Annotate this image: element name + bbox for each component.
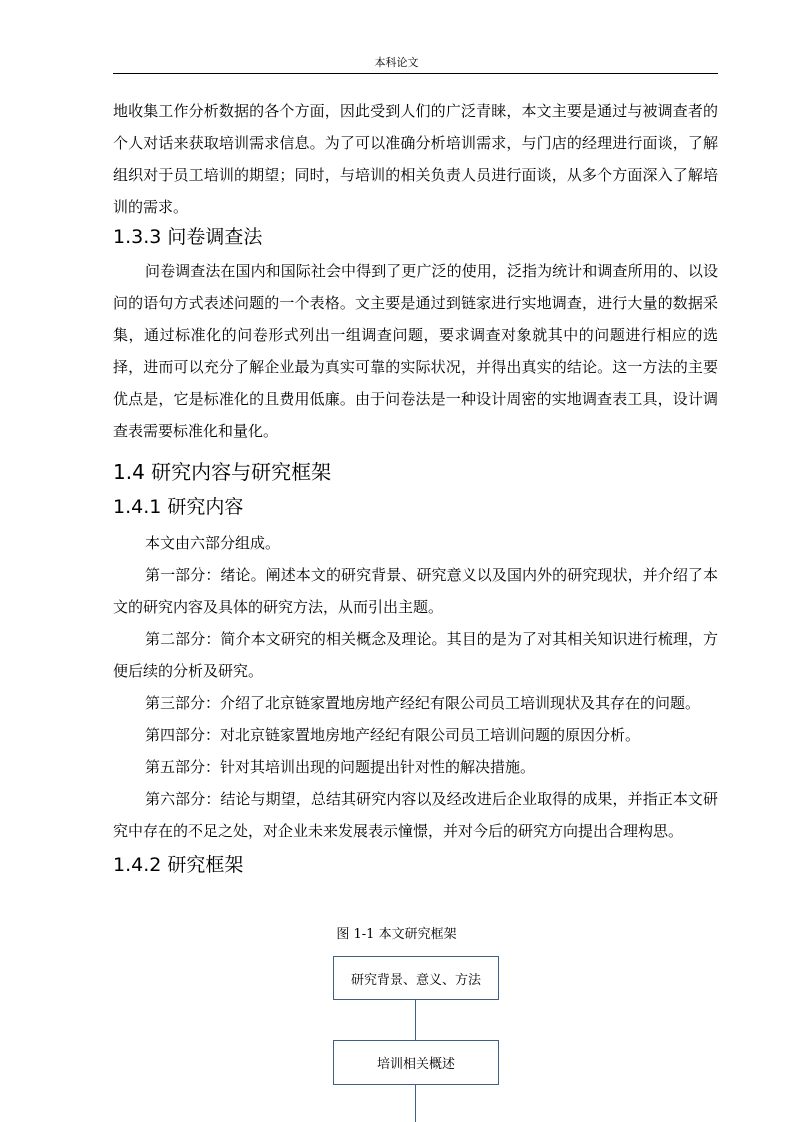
- flow-box-label: 培训相关概述: [376, 1057, 455, 1072]
- paragraph-intro: 地收集工作分析数据的各个方面，因此受到人们的广泛青睐，本文主要是通过与被调查者的个人对话来获取培训需求信息。为了可以准确分析培训需求，与门店的经理进行面谈，了解组织对于员工培训的期望；同时，与培训的相关负责人员进行面谈，从多个方面深入了解培训的需求。: [113, 102, 718, 216]
- paragraph-part-5: 第五部分：针对其培训出现的问题提出针对性的解决措施。: [145, 758, 536, 776]
- paragraph-overview: 本文由六部分组成。: [145, 534, 281, 552]
- paragraph-part-4: 第四部分：对北京链家置地房地产经纪有限公司员工培训问题的原因分析。: [145, 726, 641, 744]
- heading-1-4-2: 1.4.2 研究框架: [113, 854, 244, 876]
- paragraph-part-2: 第二部分：简介本文研究的相关概念及理论。其目的是为了对其相关知识进行梳理，方便后续的分析及研究。: [113, 630, 718, 680]
- figure-caption: 图 1-1 本文研究框架: [336, 927, 457, 942]
- flow-box-training-overview: [333, 1040, 499, 1085]
- flow-connector: [415, 999, 416, 1040]
- running-header: 本科论文: [374, 56, 419, 69]
- page-body: [113, 95, 718, 885]
- heading-1-3-3: 1.3.3 问卷调查法: [113, 226, 263, 248]
- header-rule: [113, 73, 718, 74]
- paragraph-part-3: 第三部分：介绍了北京链家置地房地产经纪有限公司员工培训现状及其存在的问题。: [145, 694, 701, 712]
- heading-1-4: 1.4 研究内容与研究框架: [113, 460, 332, 484]
- paragraph-part-1: 第一部分：绪论。阐述本文的研究背景、研究意义以及国内外的研究现状，并介绍了本文的研究内容及具体的研究方法，从而引出主题。: [113, 566, 718, 616]
- flow-box-research-background: [333, 956, 499, 1000]
- paragraph-questionnaire: 问卷调查法在国内和国际社会中得到了更广泛的使用，泛指为统计和调查所用的、以设问的语句方式表述问题的一个表格。文主要是通过到链家进行实地调查，进行大量的数据采集，通过标准化的问卷形式列出一组调查问题，要求调查对象就其中的问题进行相应的选择，进而可以充分了解企业最为真实可靠的实际状况，并得出真实的结论。这一方法的主要优点是，它是标准化的且费用低廉。由于问卷法是一种设计周密的实地调查表工具，设计调查表需要标准化和量化。: [113, 262, 718, 440]
- heading-1-4-1: 1.4.1 研究内容: [113, 496, 244, 518]
- flow-connector: [415, 1084, 416, 1122]
- paragraph-part-6: 第六部分：结论与期望，总结其研究内容以及经改进后企业取得的成果，并指正本文研究中存在的不足之处，对企业未来发展表示憧憬，并对今后的研究方向提出合理构思。: [113, 790, 718, 840]
- flow-box-label: 研究背景、意义、方法: [350, 972, 481, 988]
